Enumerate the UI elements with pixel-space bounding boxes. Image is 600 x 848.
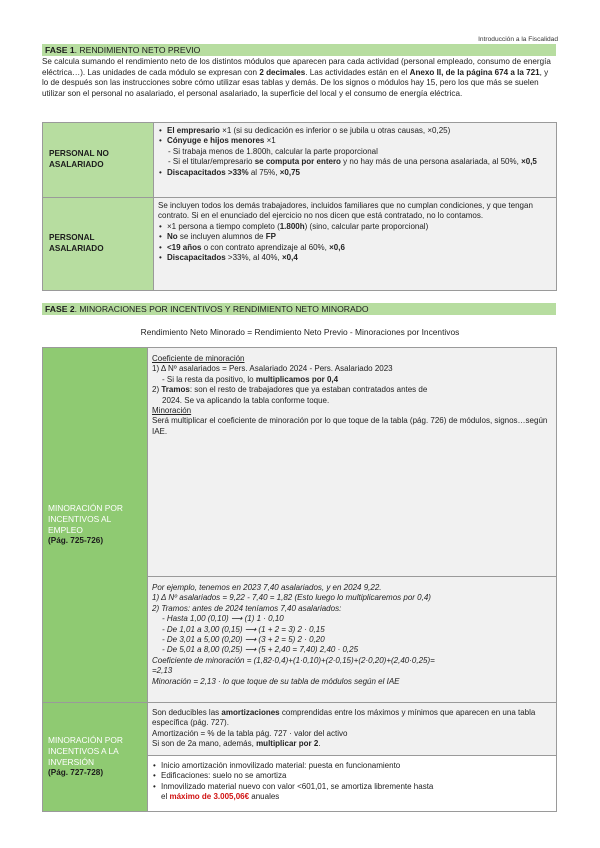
coeficiente-cell [148, 348, 557, 577]
text-line: 2024. Se va aplicando la tabla conforme toque. [162, 395, 330, 405]
document-header: Introducción a la Fiscalidad [478, 36, 558, 43]
list-item: • ×1 persona a tiempo completo (1.800h) (sino, calcular parte proporcional) [167, 222, 552, 232]
list-item: • Cónyuge e hijos menores ×1 [167, 136, 552, 146]
sub-item: - Si el titular/empresario se computa por entero y no hay más de una persona asalariada, al 50%, ×0,5 [168, 157, 537, 167]
list-item: • Inmovilizado material nuevo con valor <601,01, se amortiza libremente hasta [161, 782, 552, 792]
row-label-personal-no-asalariado: PERSONAL NO ASALARIADO [43, 123, 154, 198]
formula: Rendimiento Neto Minorado = Rendimiento Neto Previo - Minoraciones por Incentivos [140, 327, 460, 337]
intro-bold: 2 decimales [259, 67, 306, 77]
table-row [43, 123, 557, 198]
phase-1-table [42, 122, 557, 291]
amortizacion-cell [148, 703, 557, 756]
row-label-minoracion-inversion [43, 703, 148, 812]
text-line: - De 5,01 a 8,00 (0,25) ⟶ (5 + 2,40 = 7,40) 2,40 · 0,25 [162, 645, 359, 655]
inversion-bullets-cell [148, 756, 557, 812]
phase-1-heading [42, 44, 556, 56]
list-item: • <19 años o con contrato aprendizaje al 60%, ×0,6 [167, 243, 552, 253]
intro-text: , y lo de después son las instrucciones sobre cómo utilizar esas tablas y demás. De los signos o módulos hay 15, pero los que más se suelen utilizar son el personal no asalariado, el personal asalariado, la superficie del local y el consumo de energía eléctrica. [42, 67, 549, 98]
phase-1-title: . RENDIMIENTO NETO PREVIO [74, 45, 201, 55]
text-line: el máximo de 3.005,06€ anuales [161, 792, 280, 802]
phase-2-title: . MINORACIONES POR INCENTIVOS Y RENDIMIENTO NETO MINORADO [74, 304, 369, 314]
text-line: 2) Tramos: son el resto de trabajadores que ya estaban contratados antes de [152, 385, 428, 395]
list-item: • Edificaciones: suelo no se amortiza [161, 771, 552, 781]
sub-item: - Si trabaja menos de 1.800h, calcular la parte proporcional [168, 146, 378, 156]
text-line: =2,13 [152, 666, 173, 676]
phase-1-number: FASE 1 [45, 45, 75, 55]
label-pages: (Pág. 727-728) [48, 768, 104, 778]
intro-text: Se calcula sumando el rendimiento neto de los distintos módulos que aparecen para cada actividad (personal empleado, consumo de energía eléctrica…). Las unidades de cada módulo se expresan con [42, 57, 551, 77]
phase-1-intro [42, 57, 556, 99]
text-line: 1) Δ Nº asalariados = Pers. Asalariado 2024 - Pers. Asalariado 2023 [152, 364, 393, 374]
row-label-minoracion-empleo [43, 348, 148, 703]
text-line: Si son de 2a mano, además, multiplicar por 2. [152, 739, 321, 749]
text-line: - Hasta 1,00 (0,10) ⟶ (1) 1 · 0,10 [162, 614, 284, 624]
phase-2-number: FASE 2 [45, 304, 75, 314]
text-line: Coeficiente de minoración = (1,82·0,4)+(1·0,10)+(2·0,15)+(2·0,20)+(2,40·0,25)= [152, 655, 435, 665]
intro-bold: Anexo II, de la página 674 a la 721 [409, 67, 540, 77]
table-row [43, 348, 557, 577]
list-item: • Discapacitados >33%, al 40%, ×0,4 [167, 253, 552, 263]
row-content-personal-asalariado [154, 198, 557, 291]
row-label-personal-asalariado: PERSONAL ASALARIADO [43, 198, 154, 291]
text-line: - Si la resta da positivo, lo multiplicamos por 0,4 [162, 374, 339, 384]
text-line: Minoración = 2,13 · lo que toque de su tabla de módulos según el IAE [152, 676, 400, 686]
table-row [43, 703, 557, 756]
label-pages: (Pág. 725-726) [48, 536, 104, 546]
paragraph: Se incluyen todos los demás trabajadores, incluidos familiares que no cumplan condiciones, y que tengan contrato. Si en el enunciado del ejercicio no nos dicen que está contratado, no lo contamos. [158, 201, 533, 221]
phase-2-heading [42, 303, 556, 315]
list-item: • Inicio amortización inmovilizado material: puesta en funcionamiento [161, 761, 552, 771]
coeficiente-title: Coeficiente de minoración [152, 354, 245, 363]
table-row [43, 198, 557, 291]
minoracion-title: Minoración [152, 406, 192, 416]
label-title: MINORACIÓN POR INCENTIVOS AL EMPLEO [48, 503, 123, 536]
text-line: Por ejemplo, tenemos en 2023 7,40 asalariados, y en 2024 9,22. [152, 583, 382, 592]
text-line: - De 3,01 a 5,00 (0,20) ⟶ (3 + 2 = 5) 2 · 0,20 [162, 635, 325, 645]
intro-text: . Las actividades están en el [305, 67, 410, 77]
example-cell [148, 577, 557, 703]
list-item: • El empresario ×1 (si su dedicación es inferior o se jubila u otras causas, ×0,25) [167, 126, 552, 136]
row-content-personal-no-asalariado [154, 123, 557, 198]
phase-2-table [42, 347, 557, 812]
text-line: 1) Δ Nº asalariados = 9,22 - 7,40 = 1,82 (Esto luego lo multiplicaremos por 0,4) [152, 593, 431, 603]
list-item: • Discapacitados >33% al 75%, ×0,75 [167, 168, 552, 178]
text-line: Son deducibles las amortizaciones comprendidas entre los máximos y mínimos que aparecen en una tabla específica (pág. 727). [152, 708, 536, 728]
label-title: MINORACIÓN POR INCENTIVOS A LA INVERSIÓN [48, 735, 123, 768]
list-item: • No se incluyen alumnos de FP [167, 232, 552, 242]
text-line: 2) Tramos: antes de 2024 teníamos 7,40 asalariados: [152, 603, 342, 613]
text-line: Será multiplicar el coeficiente de minoración por lo que toque de la tabla (pág. 726) de módulos, signos…según IAE. [152, 416, 548, 436]
text-line: - De 1,01 a 3,00 (0,15) ⟶ (1 + 2 = 3) 2 · 0,15 [162, 624, 325, 634]
text-line: Amortización = % de la tabla pág. 727 · valor del activo [152, 728, 348, 738]
